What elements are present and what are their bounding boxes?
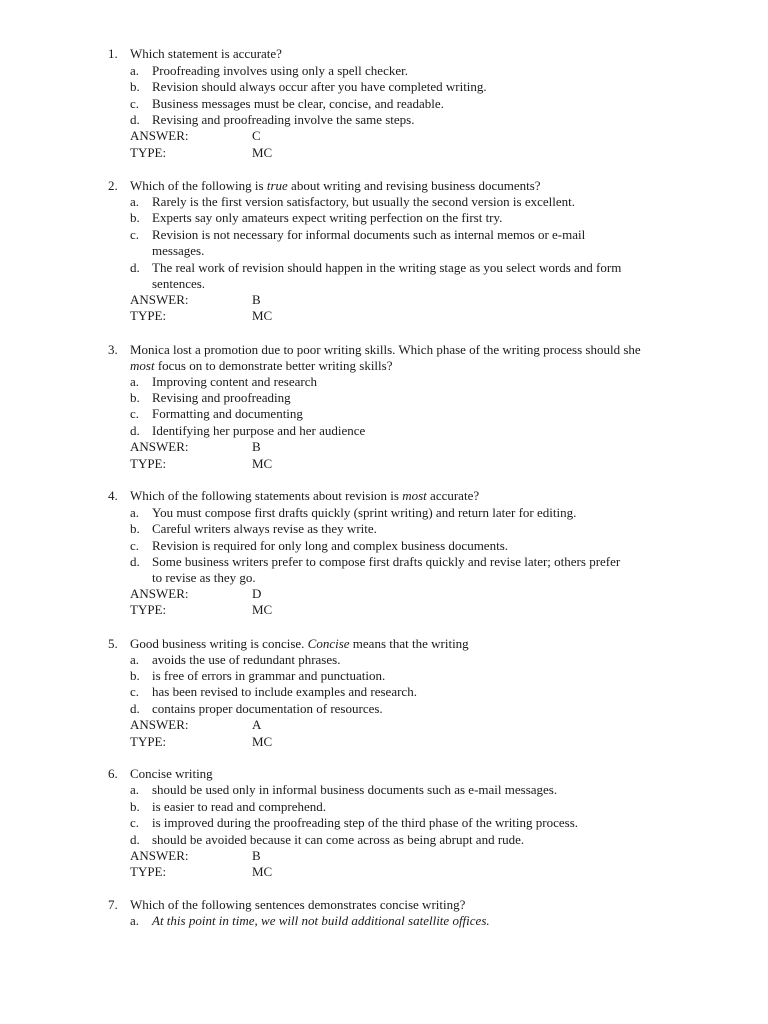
option-text: Revision should always occur after you have completed writing. [152, 79, 487, 94]
answer-label: ANSWER: [130, 717, 189, 732]
option-text: is easier to read and comprehend. [152, 799, 326, 814]
option-letter: d. [130, 260, 140, 275]
option-text: At this point in time, we will not build additional satellite offices. [152, 913, 490, 928]
type-label: TYPE: [130, 734, 167, 749]
option-letter: c. [130, 96, 140, 111]
type-label: TYPE: [130, 602, 167, 617]
type-label: TYPE: [130, 308, 167, 323]
question-number: 1. [108, 46, 118, 61]
question-number: 5. [108, 636, 118, 651]
option-text-continued: to revise as they go. [152, 570, 256, 585]
type-label: TYPE: [130, 145, 167, 160]
answer-label: ANSWER: [130, 848, 189, 863]
option-letter: a. [130, 194, 140, 209]
type-value: MC [252, 602, 273, 617]
emphasis: most [130, 358, 155, 373]
answer-value: A [252, 717, 262, 732]
option-text: Identifying her purpose and her audience [152, 423, 366, 438]
emphasis: true [266, 178, 288, 193]
option-text: should be avoided because it can come across as being abrupt and rude. [152, 832, 525, 847]
question-stem: Concise writing [130, 766, 213, 781]
question-number: 7. [108, 897, 118, 912]
option-text-continued: messages. [152, 243, 205, 258]
option-letter: c. [130, 227, 140, 242]
question-stem: Monica lost a promotion due to poor writing skills. Which phase of the writing process should she [130, 342, 641, 357]
option-letter: a. [130, 505, 140, 520]
answer-value: B [252, 292, 261, 307]
option-letter: b. [130, 390, 140, 405]
option-text: Revising and proofreading [152, 390, 291, 405]
option-letter: a. [130, 913, 140, 928]
option-letter: a. [130, 374, 140, 389]
option-letter: c. [130, 684, 140, 699]
emphasis: most [402, 488, 427, 503]
option-letter: d. [130, 832, 140, 847]
question-number: 4. [108, 488, 118, 503]
option-text: has been revised to include examples and research. [152, 684, 417, 699]
option-text-continued: sentences. [152, 276, 206, 291]
option-text: Revision is required for only long and complex business documents. [152, 538, 509, 553]
option-letter: d. [130, 701, 140, 716]
option-text: Business messages must be clear, concise, and readable. [152, 96, 444, 111]
option-letter: b. [130, 79, 140, 94]
option-text: Proofreading involves using only a spell checker. [152, 63, 408, 78]
answer-label: ANSWER: [130, 586, 189, 601]
option-text: You must compose first drafts quickly (sprint writing) and return later for editing. [152, 505, 577, 520]
option-letter: b. [130, 521, 140, 536]
option-text: contains proper documentation of resources. [152, 701, 383, 716]
question-stem: Which of the following sentences demonstrates concise writing? [130, 897, 466, 912]
option-letter: a. [130, 63, 140, 78]
type-value: MC [252, 145, 273, 160]
type-label: TYPE: [130, 864, 167, 879]
option-text: Experts say only amateurs expect writing perfection on the first try. [152, 210, 503, 225]
type-value: MC [252, 864, 273, 879]
option-text: Revising and proofreading involve the same steps. [152, 112, 415, 127]
option-text: The real work of revision should happen in the writing stage as you select words and form [152, 260, 622, 275]
type-label: TYPE: [130, 456, 167, 471]
answer-label: ANSWER: [130, 292, 189, 307]
answer-value: B [252, 848, 261, 863]
option-letter: a. [130, 652, 140, 667]
option-letter: c. [130, 815, 140, 830]
option-letter: d. [130, 423, 140, 438]
answer-value: C [252, 128, 261, 143]
option-text: Rarely is the first version satisfactory, but usually the second version is excellent. [152, 194, 575, 209]
type-value: MC [252, 734, 273, 749]
option-text: Formatting and documenting [152, 406, 303, 421]
question-number: 3. [108, 342, 118, 357]
answer-label: ANSWER: [130, 128, 189, 143]
option-text: should be used only in informal business documents such as e-mail messages. [152, 782, 558, 797]
question-stem: Which of the following is true about writing and revising business documents? [130, 178, 541, 193]
option-text: is free of errors in grammar and punctuation. [152, 668, 386, 683]
question-number: 6. [108, 766, 118, 781]
option-letter: a. [130, 782, 140, 797]
question-stem: Good business writing is concise. Concise means that the writing [130, 636, 469, 651]
emphasis: Concise [307, 636, 350, 651]
question-stem: Which of the following statements about revision is most accurate? [130, 488, 480, 503]
option-letter: b. [130, 210, 140, 225]
option-text: Improving content and research [152, 374, 317, 389]
question-stem-continued: most focus on to demonstrate better writing skills? [130, 358, 393, 373]
option-text: Some business writers prefer to compose first drafts quickly and revise later; others prefer [152, 554, 621, 569]
answer-value: B [252, 439, 261, 454]
type-value: MC [252, 308, 273, 323]
option-letter: d. [130, 112, 140, 127]
answer-value: D [252, 586, 262, 601]
option-letter: b. [130, 799, 140, 814]
answer-label: ANSWER: [130, 439, 189, 454]
option-text: avoids the use of redundant phrases. [152, 652, 341, 667]
option-letter: c. [130, 538, 140, 553]
option-letter: b. [130, 668, 140, 683]
question-number: 2. [108, 178, 118, 193]
type-value: MC [252, 456, 273, 471]
option-letter: d. [130, 554, 140, 569]
question-stem: Which statement is accurate? [130, 46, 282, 61]
option-text: is improved during the proofreading step of the third phase of the writing process. [152, 815, 579, 830]
option-text: Revision is not necessary for informal documents such as internal memos or e-mail [152, 227, 586, 242]
option-text: Careful writers always revise as they write. [152, 521, 377, 536]
option-letter: c. [130, 406, 140, 421]
